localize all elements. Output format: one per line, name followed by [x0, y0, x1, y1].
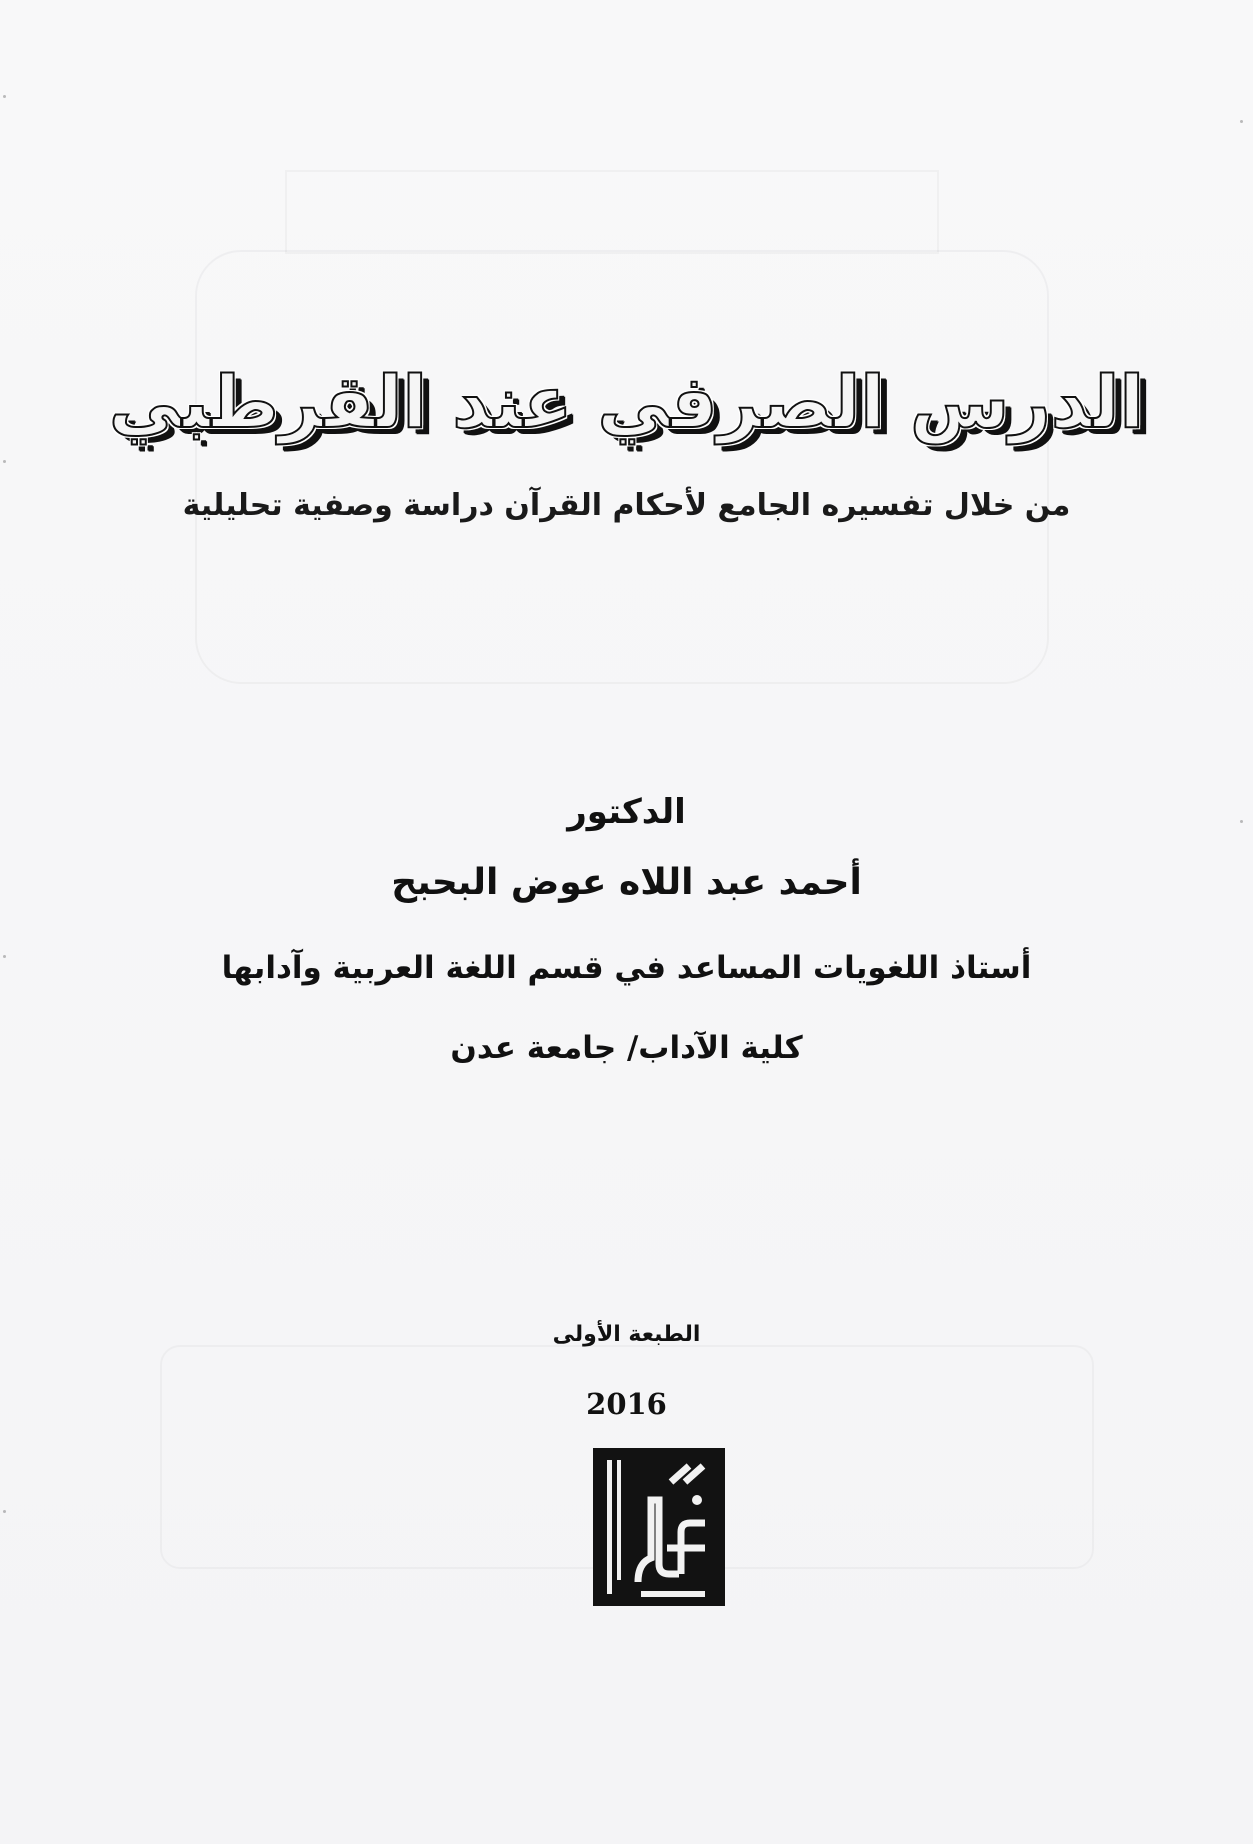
publisher-logo — [593, 1448, 725, 1606]
author-name: أحمد عبد اللاه عوض البحبح — [391, 862, 862, 903]
author-position: أستاذ اللغويات المساعد في قسم اللغة العربية وآدابها — [221, 950, 1032, 986]
edition-label: الطبعة الأولى — [552, 1322, 701, 1347]
margin-dot — [1240, 820, 1243, 823]
author-college: كلية الآداب/ جامعة عدن — [450, 1030, 803, 1066]
margin-dot — [1240, 120, 1243, 123]
book-title: الدرس الصرفي عند القرطبي — [108, 360, 1145, 444]
bleed-through-box — [285, 170, 939, 254]
author-degree: الدكتور — [567, 792, 686, 832]
margin-dot — [3, 955, 6, 958]
bleed-through-frame — [195, 250, 1049, 684]
margin-dot — [3, 1510, 6, 1513]
margin-dot — [3, 95, 6, 98]
margin-dot — [3, 460, 6, 463]
publisher-logo-icon — [593, 1448, 725, 1606]
publication-year: 2016 — [586, 1387, 667, 1421]
book-subtitle: من خلال تفسيره الجامع لأحكام القرآن دراسة وصفية تحليلية — [182, 488, 1071, 523]
